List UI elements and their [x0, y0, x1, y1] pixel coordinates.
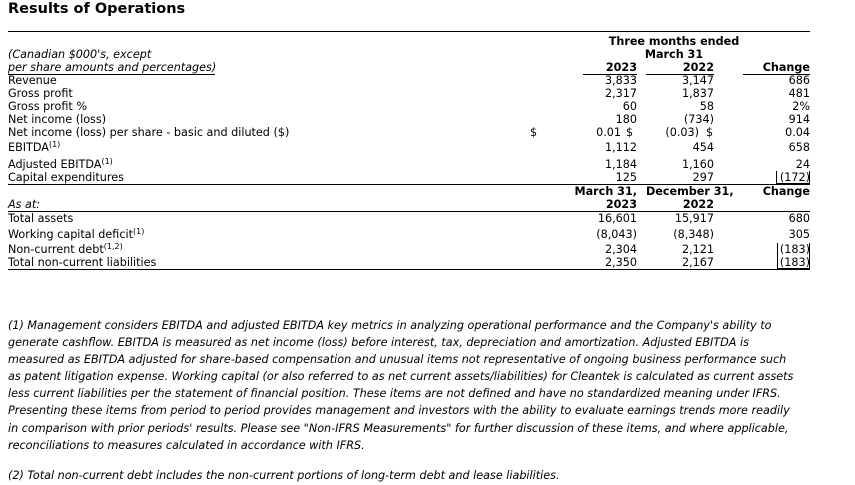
bal-col1-line2: 2023 [605, 198, 637, 211]
value-2023: 125 [615, 171, 637, 184]
footnote-2: (2) Total non-current debt includes the non-current portions of long-term debt and lease liabilities. [8, 469, 560, 482]
col-header-change: Change [743, 61, 810, 75]
row-label: Gross profit % [8, 100, 88, 113]
value-change: (183) [779, 256, 810, 269]
value-change: 481 [788, 87, 810, 100]
row-label: Working capital deficit$^{(1)}$ [8, 227, 145, 241]
top-rule [8, 31, 810, 32]
value-2023: 2,304 [604, 243, 637, 256]
value-2023: 1,112 [604, 141, 637, 154]
value-2022: 2,121 [681, 243, 714, 256]
value-2023: 3,833 [604, 74, 637, 87]
row-label: Revenue [8, 74, 57, 87]
row-label: EBITDA$^{(1)}$ [8, 140, 61, 154]
value-2022: (0.03) [665, 126, 699, 139]
value-2023: 180 [615, 113, 637, 126]
change-underline-box [776, 171, 810, 184]
value-change: (172) [779, 171, 810, 184]
row-label: Net income (loss) per share - basic and diluted ($) [8, 126, 290, 139]
value-2022: 297 [692, 171, 714, 184]
value-2023: 2,350 [604, 256, 637, 269]
bal-col2-line1: December 31, [646, 185, 734, 198]
value-2022: 3,147 [681, 74, 714, 87]
col-header-2023: 2023 [583, 61, 637, 75]
currency-symbol: $ [530, 126, 538, 139]
row-label: Total assets [8, 212, 74, 225]
value-change: 686 [788, 74, 810, 87]
value-2022: (734) [683, 113, 714, 126]
value-2023: 2,317 [604, 87, 637, 100]
period-header-line2: March 31 [644, 48, 704, 61]
value-2022: 58 [699, 100, 714, 113]
value-2022: 2,167 [681, 256, 714, 269]
units-note-line2: per share amounts and percentages) [8, 61, 217, 74]
value-2022: 1,837 [681, 87, 714, 100]
section-title: Results of Operations [8, 1, 186, 17]
col-header-2022: 2022 [646, 61, 714, 75]
value-change: 0.04 [785, 126, 810, 139]
value-change: 914 [788, 113, 810, 126]
value-2022: 15,917 [674, 212, 714, 225]
row-label: Adjusted EBITDA$^{(1)}$ [8, 157, 113, 171]
value-2023: 0.01 [596, 126, 621, 139]
value-change: 2% [792, 100, 810, 113]
value-2022: 1,160 [681, 158, 714, 171]
row-label: Non-current debt$^{(1,2)}$ [8, 242, 123, 256]
period-header-line1: Three months ended [608, 35, 740, 48]
value-2023: 1,184 [604, 158, 637, 171]
value-change: 24 [795, 158, 810, 171]
currency-symbol: $ [706, 126, 714, 139]
bal-col1-line1: March 31, [574, 185, 637, 198]
change-underline-box [777, 243, 810, 269]
value-2022: 454 [692, 141, 714, 154]
value-change: (183) [779, 243, 810, 256]
currency-symbol: $ [626, 126, 634, 139]
units-note-line1: (Canadian $000's, except [8, 48, 152, 61]
value-change: 658 [788, 141, 810, 154]
row-label: Total non-current liabilities [8, 256, 157, 269]
value-2023: (8,043) [596, 228, 637, 241]
bal-bottom-rule [8, 269, 810, 270]
bal-col2-line2: 2022 [682, 198, 714, 211]
as-at-label: As at: [8, 198, 810, 212]
value-2023: 60 [622, 100, 637, 113]
value-change: 680 [788, 212, 810, 225]
value-2022: (8,348) [673, 228, 714, 241]
row-label: Net income (loss) [8, 113, 107, 126]
bal-col-change: Change [762, 185, 810, 198]
footnote-1: (1) Management considers EBITDA and adjusted EBITDA key metrics in analyzing operational performance and the Company's ability to generate cashflow. EBITDA is measured as net income (loss) before interest, tax, depreciation and amortization. Adjusted EBITDA is measured as EBITDA adjusted for share-based compensation and unusual items not representative of ongoing business performance such as patent litigation expense. Working capital (or also referred to as net current assets/liabilities) for Cleantek is calculated as current assets less current liabilities per the statement of financial position. These items are not defined and have no standardized meaning under IFRS. Presenting these items from period to period provides management and investors with the ability to evaluate earnings trends more readily in comparison with prior periods' results. Please see "Non-IFRS Measurements" for further discussion of these items, and where applicable, reconciliations to measures calculated in accordance with IFRS. [8, 319, 794, 452]
value-2023: 16,601 [597, 212, 637, 225]
row-label: Gross profit [8, 87, 73, 100]
value-change: 305 [788, 228, 810, 241]
row-label: Capital expenditures [8, 171, 124, 184]
